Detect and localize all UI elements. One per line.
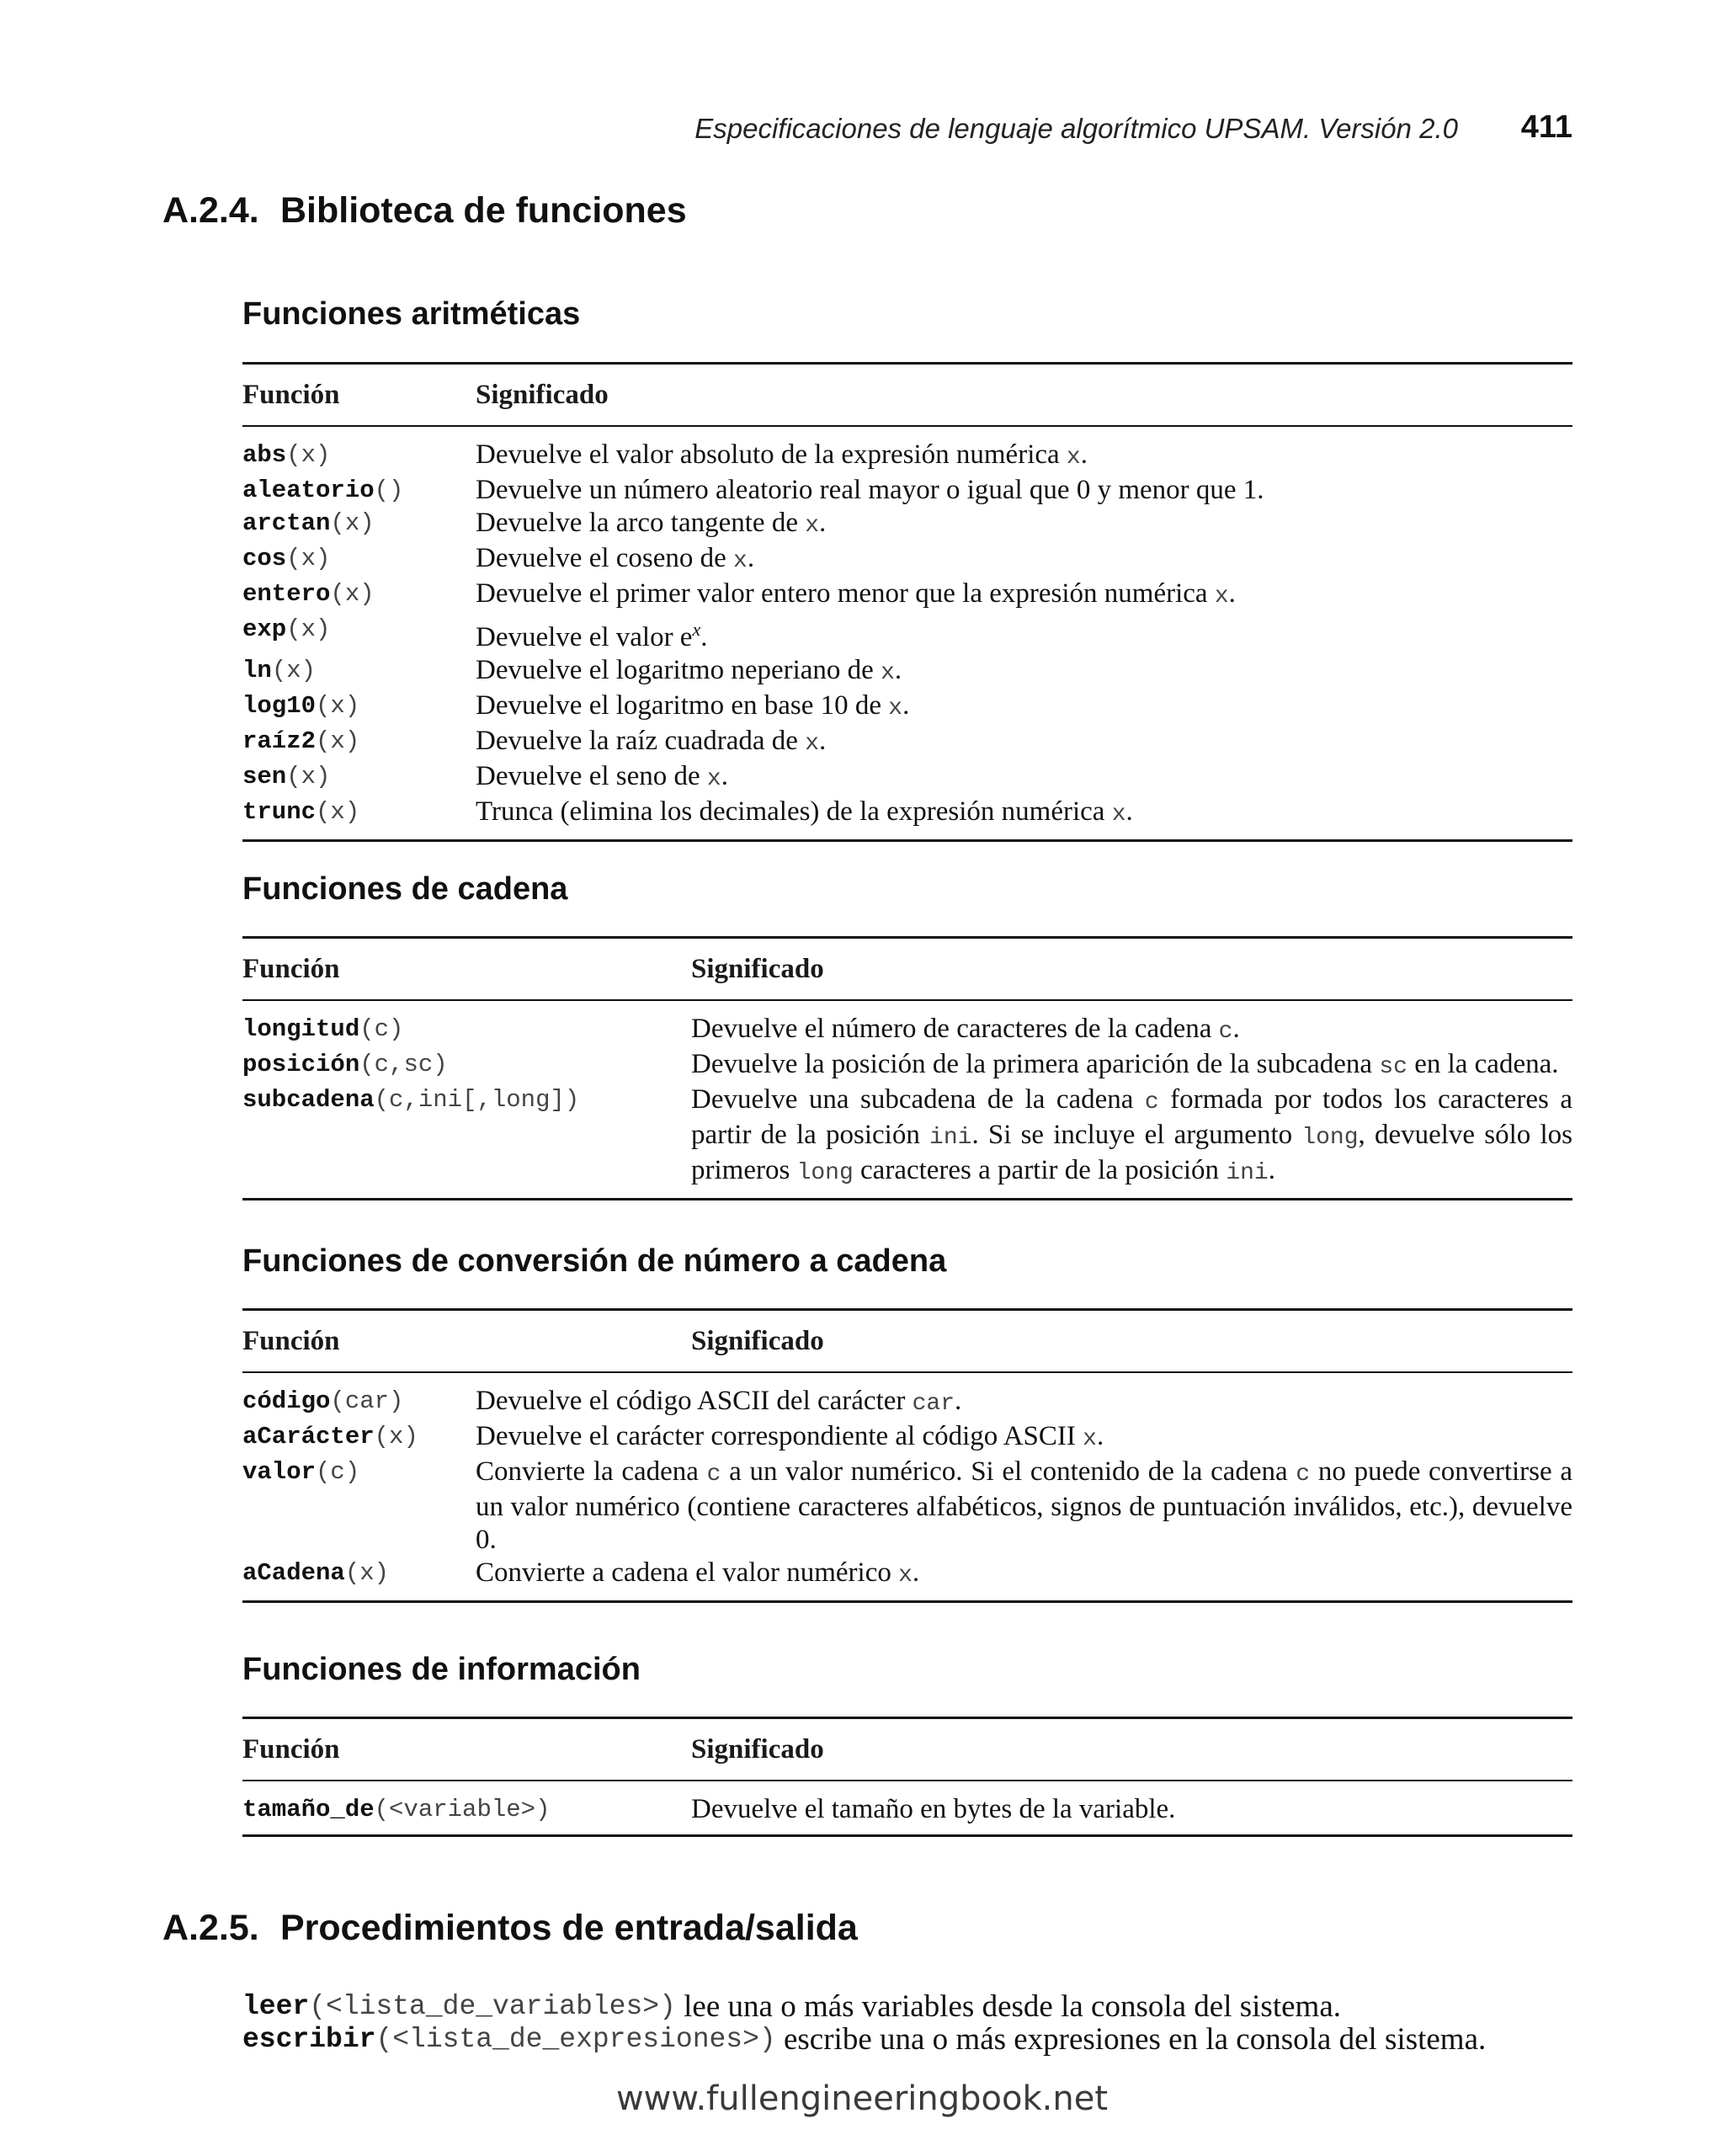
procedure-name: escribir: [242, 2024, 376, 2055]
table-row: [242, 1385, 1572, 1420]
function-name: tamaño_de: [242, 1796, 375, 1823]
function-description: [476, 760, 1572, 796]
function-name: arctan: [242, 509, 331, 537]
description-text: Devuelve el primer valor entero menor que la expresión numérica: [476, 578, 1215, 609]
function-signature: [242, 1793, 691, 1826]
section-heading-a24: [162, 190, 687, 232]
code-ref: x: [898, 1562, 913, 1589]
procedure-name: leer: [242, 1991, 310, 2022]
function-description: [476, 1420, 1572, 1456]
function-signature: [242, 1083, 691, 1190]
function-args: (c,sc): [359, 1051, 448, 1078]
code-ref: x: [1111, 801, 1126, 828]
function-signature: [242, 507, 476, 542]
function-args: (c,ini[,long]): [374, 1086, 580, 1114]
table-body: [242, 1781, 1572, 1834]
function-name: trunc: [242, 798, 317, 826]
table-rule: [242, 1834, 1572, 1837]
description-tail: .: [819, 726, 827, 756]
exponent: x: [692, 619, 701, 640]
description-text: no puede convertirse a un valor numérico (contiene caracteres alfabéticos, signos de puntuación inválidos, etc.), devuelve 0.: [476, 1456, 1572, 1555]
col-header-function: Función: [242, 380, 340, 410]
description-text: Devuelve el código ASCII del carácter: [476, 1386, 913, 1416]
function-args: (x): [316, 727, 360, 755]
table-row: [242, 760, 1572, 796]
io-line: [242, 2023, 1572, 2056]
function-signature: [242, 474, 476, 507]
description-tail: .: [700, 622, 708, 652]
subsection-title-strings: Funciones de cadena: [242, 871, 568, 907]
description-tail: .: [1228, 578, 1236, 609]
description-text: .: [1096, 1421, 1104, 1451]
col-header-function: Función: [242, 1326, 340, 1356]
function-description: [476, 689, 1572, 725]
table-header: [242, 939, 1572, 999]
function-args: (x): [286, 545, 331, 572]
function-name: abs: [242, 441, 287, 469]
table-row: [242, 796, 1572, 831]
function-description: [691, 1083, 1572, 1190]
function-signature: [242, 1048, 691, 1083]
description-tail: .: [902, 690, 910, 721]
code-ref: long: [796, 1160, 854, 1186]
table-info: [242, 1717, 1572, 1837]
function-description: [476, 796, 1572, 831]
table-arith: [242, 362, 1572, 842]
function-signature: [242, 654, 476, 689]
function-signature: [242, 760, 476, 796]
table-row: [242, 725, 1572, 760]
col-header-meaning: Significado: [476, 380, 609, 410]
description-tail: .: [721, 761, 728, 791]
description-tail: .: [1125, 796, 1133, 827]
col-header-meaning: Significado: [691, 1326, 824, 1356]
col-header-meaning: Significado: [691, 954, 824, 984]
function-name: sen: [242, 763, 287, 791]
subsection-title-info: Funciones de información: [242, 1652, 641, 1687]
function-name: cos: [242, 545, 287, 572]
io-procedures: [242, 1990, 1572, 2056]
description-text: Devuelve el número de caracteres de la cadena: [691, 1014, 1219, 1044]
function-args: (x): [316, 798, 360, 826]
table-body: [242, 427, 1572, 839]
table-row: [242, 654, 1572, 689]
function-args: (x): [286, 441, 331, 469]
page-number: 411: [1520, 109, 1572, 145]
function-description: [476, 542, 1572, 578]
code-ref: c: [1296, 1461, 1311, 1488]
description-text: Devuelve el coseno de: [476, 543, 734, 573]
function-description: [691, 1013, 1572, 1048]
function-args: (c): [316, 1458, 360, 1486]
description-tail: .: [747, 543, 755, 573]
table-header: [242, 365, 1572, 425]
description-tail: .: [894, 655, 902, 685]
function-signature: [242, 1456, 476, 1557]
function-signature: [242, 578, 476, 613]
procedure-args: (<lista_de_variables>): [309, 1991, 676, 2022]
description-text: .: [1268, 1155, 1275, 1185]
code-ref: x: [1066, 445, 1081, 471]
function-name: entero: [242, 580, 331, 608]
table-row: [242, 613, 1572, 654]
table-row: [242, 1048, 1572, 1083]
function-signature: [242, 796, 476, 831]
function-signature: [242, 1420, 476, 1456]
description-text: Trunca (elimina los decimales) de la expresión numérica: [476, 796, 1112, 827]
code-ref: x: [706, 766, 721, 792]
description-text: .: [955, 1386, 962, 1416]
function-args: (x): [374, 1423, 418, 1451]
code-ref: c: [1218, 1019, 1233, 1045]
procedure-args: (<lista_de_expresiones>): [375, 2024, 776, 2055]
function-args: (x): [330, 580, 375, 608]
function-args: (x): [316, 692, 360, 720]
function-signature: [242, 725, 476, 760]
description-text: Devuelve la posición de la primera aparición de la subcadena: [691, 1049, 1380, 1079]
function-description: [476, 474, 1572, 507]
description-text: a un valor numérico. Si el contenido de la cadena: [721, 1456, 1296, 1487]
function-description: [476, 1456, 1572, 1557]
table-row: [242, 1557, 1572, 1592]
code-ref: sc: [1379, 1054, 1407, 1080]
function-description: [476, 507, 1572, 542]
table-row: [242, 1793, 1572, 1826]
code-ref: car: [912, 1391, 955, 1417]
function-description: [476, 654, 1572, 689]
description-text: , devuelve sólo los primeros: [691, 1120, 1572, 1185]
function-args: (c): [359, 1015, 404, 1043]
function-description: [476, 578, 1572, 613]
description-tail: .: [1080, 439, 1088, 470]
footer-watermark: www.fullengineeringbook.net: [615, 2079, 1109, 2118]
function-name: aleatorio: [242, 476, 375, 504]
function-description: [476, 725, 1572, 760]
function-name: exp: [242, 615, 287, 643]
table-row: [242, 1083, 1572, 1190]
description-text: .: [1232, 1014, 1240, 1044]
table-row: [242, 474, 1572, 507]
code-ref: x: [805, 731, 819, 757]
function-args: (x): [344, 1559, 390, 1587]
procedure-signature: [242, 1990, 676, 2023]
io-line: [242, 1990, 1572, 2023]
description-tail: .: [819, 508, 827, 538]
function-args: (car): [330, 1387, 404, 1415]
subsection-title-conversion: Funciones de conversión de número a cadena: [242, 1243, 947, 1279]
function-name: aCarácter: [242, 1423, 375, 1451]
function-args: (x): [330, 509, 375, 537]
code-ref: c: [1144, 1089, 1159, 1115]
table-row: [242, 439, 1572, 474]
function-name: raíz2: [242, 727, 317, 755]
table-row: [242, 1013, 1572, 1048]
table-row: [242, 1456, 1572, 1557]
description-text: .: [912, 1557, 920, 1588]
function-name: subcadena: [242, 1086, 375, 1114]
description-text: en la cadena.: [1407, 1049, 1559, 1079]
procedure-description: lee una o más variables desde la consola del sistema.: [675, 1989, 1341, 2024]
table-body: [242, 1001, 1572, 1198]
col-header-meaning: Significado: [691, 1734, 824, 1765]
description-text: Devuelve el seno de: [476, 761, 707, 791]
section-number: A.2.5.: [162, 1908, 259, 1948]
function-description: [691, 1048, 1572, 1083]
function-args: (<variable>): [374, 1796, 551, 1823]
code-ref: x: [888, 695, 903, 721]
function-args: (x): [271, 657, 317, 684]
description-text: Devuelve una subcadena de la cadena: [691, 1084, 1145, 1115]
function-args: (x): [286, 763, 331, 791]
description-text: caracteres a partir de la posición: [853, 1155, 1226, 1185]
code-ref: ini: [1226, 1160, 1269, 1186]
table-header: [242, 1311, 1572, 1371]
table-body: [242, 1373, 1572, 1600]
table-conversion: [242, 1308, 1572, 1603]
subsection-title-arith: Funciones aritméticas: [242, 296, 581, 332]
function-name: código: [242, 1387, 331, 1415]
function-signature: [242, 613, 476, 654]
function-name: valor: [242, 1458, 317, 1486]
function-signature: [242, 1557, 476, 1592]
code-ref: long: [1301, 1125, 1359, 1151]
table-row: [242, 542, 1572, 578]
code-ref: x: [805, 513, 820, 539]
function-args: (): [374, 476, 404, 504]
function-description: Devuelve el tamaño en bytes de la variable.: [691, 1794, 1176, 1824]
description-text: . Si se incluye el argumento: [971, 1120, 1302, 1150]
description-text: Devuelve el valor absoluto de la expresión numérica: [476, 439, 1067, 470]
running-title: Especificaciones de lenguaje algorítmico UPSAM. Versión 2.0: [694, 113, 1458, 144]
function-name: aCadena: [242, 1559, 345, 1587]
description-text: Devuelve el logaritmo neperiano de: [476, 655, 881, 685]
table-row: [242, 578, 1572, 613]
description-text: formada por todos los caracteres a partir de la posición: [691, 1084, 1572, 1150]
function-name: ln: [242, 657, 272, 684]
table-rule: [242, 839, 1572, 842]
description-text: Devuelve la arco tangente de: [476, 508, 806, 538]
function-name: posición: [242, 1051, 360, 1078]
code-ref: x: [881, 660, 895, 686]
description-text: Convierte la cadena: [476, 1456, 707, 1487]
section-title: Biblioteca de funciones: [280, 190, 687, 231]
function-name: longitud: [242, 1015, 360, 1043]
procedure-description: escribe una o más expresiones en la consola del sistema.: [775, 2022, 1487, 2057]
col-header-function: Función: [242, 954, 340, 984]
description-text: Devuelve la raíz cuadrada de: [476, 726, 806, 756]
code-ref: c: [706, 1461, 721, 1488]
function-signature: [242, 1013, 691, 1048]
function-description: [476, 1385, 1572, 1420]
section-heading-a25: [162, 1908, 858, 1949]
col-header-function: Función: [242, 1734, 340, 1765]
function-description: [476, 613, 1572, 654]
table-row: [242, 689, 1572, 725]
description-text: Devuelve un número aleatorio real mayor o igual que 0 y menor que 1.: [476, 475, 1264, 505]
code-ref: x: [1214, 583, 1229, 610]
section-title: Procedimientos de entrada/salida: [280, 1908, 858, 1948]
function-signature: [242, 439, 476, 474]
code-ref: x: [1083, 1426, 1097, 1452]
table-rule: [242, 1198, 1572, 1200]
section-number: A.2.4.: [162, 190, 259, 231]
code-ref: ini: [929, 1125, 972, 1151]
table-rule: [242, 1600, 1572, 1603]
procedure-signature: [242, 2023, 776, 2056]
function-description: [476, 1557, 1572, 1592]
function-signature: [242, 689, 476, 725]
description-text: Devuelve el logaritmo en base 10 de: [476, 690, 889, 721]
table-strings: [242, 936, 1572, 1200]
function-name: log10: [242, 692, 317, 720]
function-signature: [242, 1385, 476, 1420]
table-header: [242, 1719, 1572, 1780]
table-row: [242, 1420, 1572, 1456]
code-ref: x: [733, 548, 748, 574]
description-text: Convierte a cadena el valor numérico: [476, 1557, 899, 1588]
running-header: [0, 109, 1572, 152]
function-args: (x): [286, 615, 331, 643]
description-text: Devuelve el carácter correspondiente al código ASCII: [476, 1421, 1083, 1451]
function-signature: [242, 542, 476, 578]
description-text: Devuelve el valor e: [476, 622, 693, 652]
table-row: [242, 507, 1572, 542]
function-description: [476, 439, 1572, 474]
